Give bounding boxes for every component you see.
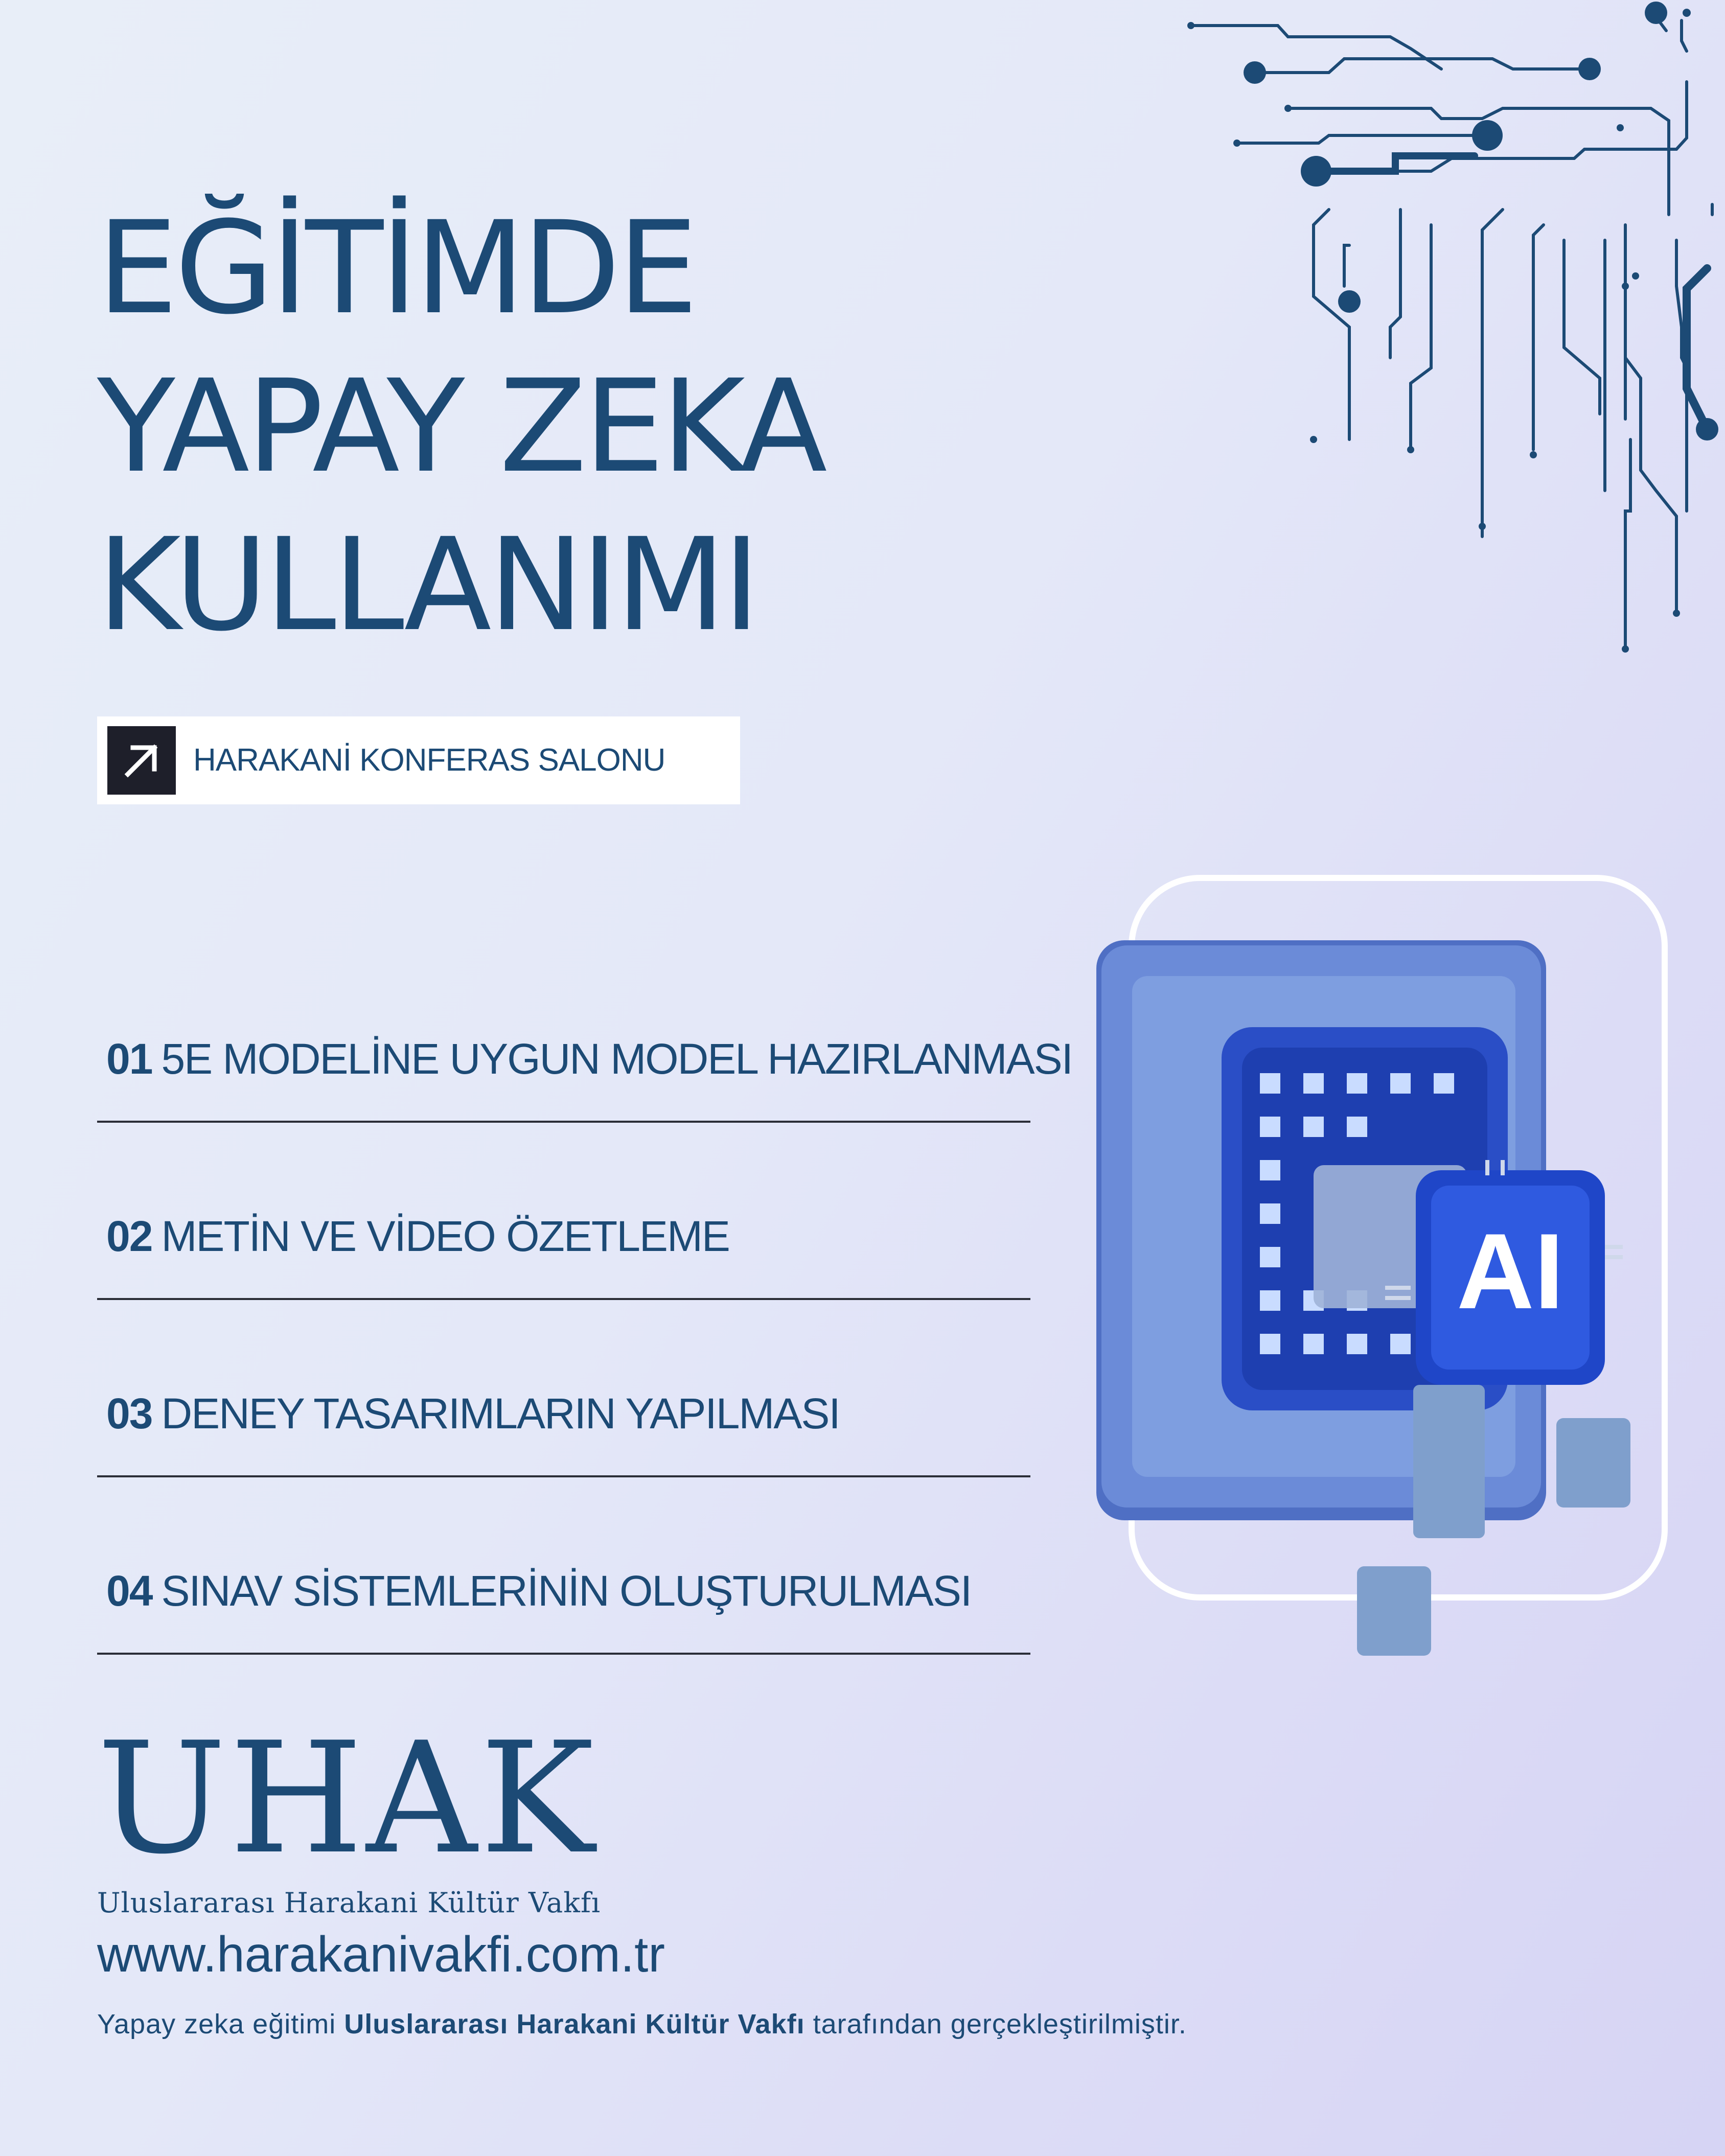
website-link[interactable]: www.harakanivakfi.com.tr <box>97 1926 665 1982</box>
item-number: 03 <box>106 1389 152 1438</box>
venue-label: HARAKANİ KONFERAS SALONU <box>193 743 665 778</box>
item-label: METİN VE VİDEO ÖZETLEME <box>161 1212 729 1260</box>
list-item <box>97 1123 1030 1300</box>
ai-chip-label: AI <box>1457 1211 1564 1331</box>
footer-suffix: tarafından gerçekleştirilmiştir. <box>804 2009 1187 2039</box>
circuit-decoration-icon <box>1176 0 1725 664</box>
venue-tag[interactable] <box>97 716 740 804</box>
list-item <box>97 1477 1030 1655</box>
footer-prefix: Yapay zeka eğitimi <box>97 2009 344 2039</box>
logo-subtitle: Uluslararası Harakani Kültür Vakfı <box>97 1887 601 1919</box>
item-label: DENEY TASARIMLARIN YAPILMASI <box>161 1389 840 1438</box>
title-line-2: YAPAY ZEKA <box>97 352 824 501</box>
item-number: 04 <box>106 1567 152 1615</box>
page-title <box>97 189 824 664</box>
footer-note <box>97 2008 1187 2040</box>
title-line-1: EĞİTİMDE <box>97 194 696 342</box>
item-number: 02 <box>106 1212 152 1260</box>
list-item <box>97 1300 1030 1477</box>
uhak-logo <box>97 1709 601 1919</box>
item-label: 5E MODELİNE UYGUN MODEL HAZIRLANMASI <box>161 1035 1072 1083</box>
footer-organization: Uluslararası Harakani Kültür Vakfı <box>344 2009 805 2039</box>
logo-letters: UHAK <box>97 1709 598 1888</box>
ai-chip-icon <box>1078 920 1666 1686</box>
topic-list <box>97 945 1072 1655</box>
title-line-3: KULLANIMI <box>97 511 757 659</box>
list-item <box>97 945 1072 1123</box>
arrow-up-right-icon <box>107 726 176 795</box>
item-label: SINAV SİSTEMLERİNİN OLUŞTURULMASI <box>161 1567 972 1615</box>
item-number: 01 <box>106 1035 152 1083</box>
